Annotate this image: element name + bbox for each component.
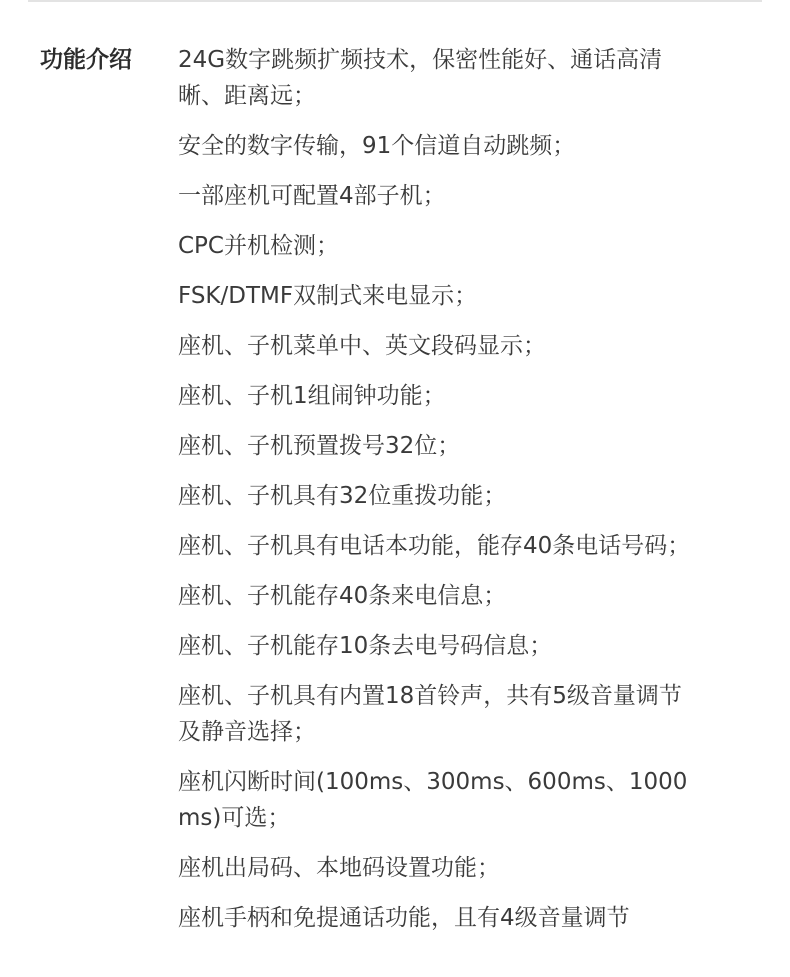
- feature-item: FSK/DTMF双制式来电显示；: [178, 283, 478, 309]
- feature-section: [40, 44, 750, 950]
- feature-item: 座机出局码、本地码设置功能；: [178, 855, 500, 881]
- feature-item: 座机手柄和免提通话功能，且有4级音量调节: [178, 905, 630, 931]
- feature-item: CPC并机检测；: [178, 233, 339, 259]
- section-label: 功能介绍: [40, 47, 132, 73]
- feature-item: 座机、子机能存10条去电号码信息；: [178, 633, 553, 659]
- feature-item: 一部座机可配置4部子机；: [178, 183, 446, 209]
- feature-item: 座机、子机具有32位重拨功能；: [178, 483, 507, 509]
- feature-list: [178, 44, 698, 950]
- top-divider: [28, 0, 762, 2]
- feature-item: 座机闪断时间(100ms、300ms、600ms、1000ms)可选；: [178, 769, 688, 831]
- feature-item: 座机、子机具有内置18首铃声，共有5级音量调节及静音选择；: [178, 683, 682, 745]
- feature-item: 座机、子机菜单中、英文段码显示；: [178, 333, 546, 359]
- feature-item: 座机、子机具有电话本功能，能存40条电话号码；: [178, 533, 691, 559]
- feature-item: 24G数字跳频扩频技术，保密性能好、通话高清晰、距离远；: [178, 47, 663, 109]
- feature-item: 安全的数字传输，91个信道自动跳频；: [178, 133, 576, 159]
- feature-item: 座机、子机能存40条来电信息；: [178, 583, 507, 609]
- feature-item: 座机、子机1组闹钟功能；: [178, 383, 446, 409]
- feature-item: 座机、子机预置拨号32位；: [178, 433, 461, 459]
